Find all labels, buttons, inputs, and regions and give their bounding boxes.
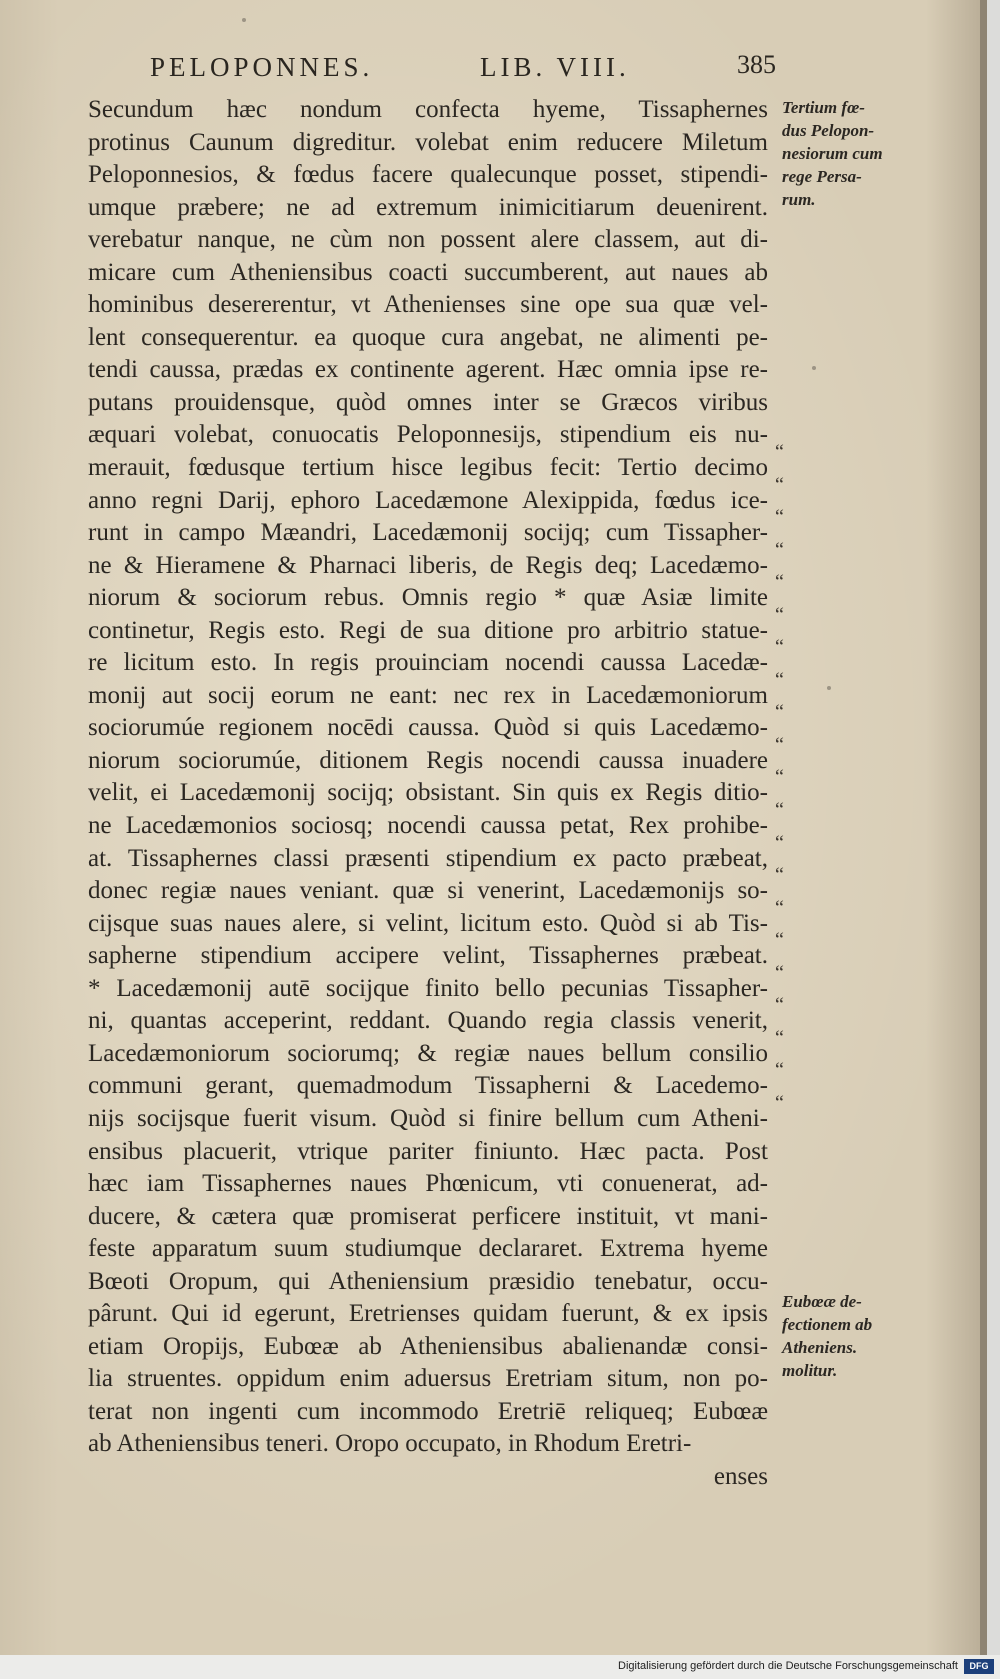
- text-line: micare cum Atheniensibus coacti succumberent, aut naues ab: [88, 258, 768, 286]
- body-text: [88, 94, 768, 1494]
- paper-spot: [242, 18, 246, 22]
- text-line: donec regiæ naues veniant. quæ si venerint, Lacedæmonijs so-: [88, 877, 768, 905]
- marginal-note-treaty: [782, 96, 902, 211]
- dfg-logo: DFG: [964, 1659, 994, 1674]
- text-line: Peloponnesios, & fœdus facere qualecunque posset, stipendi-: [88, 161, 768, 189]
- text-line: lia struentes. oppidum enim aduersus Eretriam situm, non po-: [88, 1365, 768, 1393]
- quote-mark: “: [775, 994, 784, 1017]
- quote-mark: “: [775, 1059, 784, 1082]
- paper-spot: [812, 366, 816, 370]
- text-line: ne & Hieramene & Pharnaci liberis, de Regis deq; Lacedæmo-: [88, 551, 768, 579]
- text-line: cijsque suas naues alere, si velint, licitum esto. Quòd si ab Tis-: [88, 909, 768, 937]
- text-line: hominibus desererentur, vt Athenienses sine ope sua quæ vel-: [88, 291, 768, 319]
- quote-mark: “: [775, 1091, 784, 1114]
- text-line: umque præbere; ne ad extremum inimicitiarum deuenirent.: [88, 193, 768, 221]
- text-line: ne Lacedæmonios sociosq; nocendi caussa petat, Rex prohibe-: [88, 812, 768, 840]
- text-line: Bœoti Oropum, qui Atheniensium præsidio tenebatur, occu-: [88, 1267, 768, 1295]
- text-line: re licitum esto. In regis prouinciam nocendi caussa Lacedæ-: [88, 649, 768, 677]
- text-line: pârunt. Qui id egerunt, Eretrienses quidam fuerunt, & ex ipsis: [88, 1300, 768, 1328]
- text-line: runt in campo Mæandri, Lacedæmonij socijq; cum Tissapher-: [88, 519, 768, 547]
- text-line: sapherne stipendium accipere velint, Tissaphernes præbeat.: [88, 942, 768, 970]
- text-line: merauit, fœdusque tertium hisce legibus fecit: Tertio decimo: [88, 454, 768, 482]
- text-line: enses: [713, 1462, 768, 1490]
- text-line: tendi caussa, prædas ex continente agerent. Hæc omnia ipse re-: [88, 356, 768, 384]
- paper-spot: [827, 686, 831, 690]
- text-line: monij aut socij eorum ne eant: nec rex in Lacedæmoniorum: [88, 681, 768, 709]
- text-line: * Lacedæmonij autē socijque finito bello pecunias Tissapher-: [88, 974, 768, 1002]
- text-line: verebatur nanque, ne cùm non possent alere classem, aut di-: [88, 226, 768, 254]
- quote-mark: “: [775, 896, 784, 919]
- marginal-note-line: fectionem ab: [782, 1315, 873, 1334]
- quote-mark: “: [775, 733, 784, 756]
- quote-mark: “: [775, 441, 784, 463]
- text-line: ab Atheniensibus teneri. Oropo occupato, in Rhodum Eretri-: [88, 1430, 692, 1458]
- text-line: at. Tissaphernes classi præsenti stipendium ex pacto præbeat,: [88, 844, 768, 872]
- text-line: continetur, Regis esto. Regi de sua ditione pro arbitrio statue-: [88, 616, 768, 644]
- funding-credit: Digitalisierung gefördert durch die Deutsche Forschungsgemeinschaft: [618, 1660, 958, 1672]
- text-line: communi gerant, quemadmodum Tissapherni & Lacedemo-: [88, 1072, 768, 1100]
- quote-mark: “: [775, 538, 784, 561]
- text-line: anno regni Darij, ephoro Lacedæmone Alexippida, fœdus ice-: [88, 486, 768, 514]
- page-edge: [980, 0, 987, 1655]
- quotation-marks-column: [775, 436, 805, 1119]
- marginal-note-line: Tertium fœ-: [782, 98, 865, 117]
- quote-mark: “: [775, 603, 784, 626]
- text-line: feste apparatum suum studiumque declararet. Extrema hyeme: [88, 1235, 768, 1263]
- text-line: Lacedæmoniorum sociorumq; & regiæ naues bellum consilio: [88, 1039, 768, 1067]
- running-head-book: LIB. VIII.: [480, 52, 630, 82]
- quote-mark: “: [775, 506, 784, 529]
- quote-mark: “: [775, 929, 784, 952]
- text-line: etiam Oropijs, Eubœæ ab Atheniensibus abalienandæ consi-: [88, 1332, 768, 1360]
- text-line: hæc iam Tissaphernes naues Phœnicum, vti conuenerat, ad-: [88, 1170, 768, 1198]
- text-line: æquari volebat, conuocatis Peloponnesijs, stipendium eis nu-: [88, 421, 768, 449]
- quote-mark: “: [775, 831, 784, 854]
- quote-mark: “: [775, 1026, 784, 1049]
- text-line: ducere, & cætera quæ promiserat perficere instituit, vt mani-: [88, 1202, 768, 1230]
- quote-mark: “: [775, 571, 784, 594]
- marginal-note-line: Eubœæ de-: [782, 1292, 862, 1311]
- text-line: terat non ingenti cum incommodo Eretriē reliqueq; Eubœæ: [88, 1397, 768, 1425]
- text-line: lent consequerentur. ea quoque cura angebat, ne alimenti pe-: [88, 323, 768, 351]
- text-line: niorum sociorumúe, ditionem Regis nocendi caussa inuadere: [88, 746, 768, 774]
- marginal-note-line: dus Pelopon-: [782, 121, 875, 140]
- quote-mark: “: [775, 961, 784, 984]
- marginal-note-line: rege Persa-: [782, 167, 862, 186]
- text-line: velit, ei Lacedæmonij socijq; obsistant. Sin quis ex Regis ditio-: [88, 779, 768, 807]
- quote-mark: “: [775, 766, 784, 789]
- running-head-title: PELOPONNES.: [150, 52, 374, 82]
- text-line: nijs socijsque fuerit visum. Quòd si finire bellum cum Atheni-: [88, 1104, 768, 1132]
- marginal-note-line: nesiorum cum: [782, 144, 883, 163]
- marginal-note-euboea: [782, 1290, 902, 1382]
- digitization-footer: [0, 1655, 1000, 1679]
- marginal-note-line: Atheniens.: [782, 1338, 858, 1357]
- text-line: protinus Caunum digreditur. volebat enim reducere Miletum: [88, 128, 768, 156]
- text-line: ni, quantas acceperint, reddant. Quando regia classis venerit,: [88, 1007, 768, 1035]
- text-line: putans prouidensque, quòd omnes inter se Græcos viribus: [88, 388, 768, 416]
- text-line: niorum & sociorum rebus. Omnis regio * quæ Asiæ limite: [88, 584, 768, 612]
- text-line: sociorumúe regionem nocēdi caussa. Quòd si quis Lacedæmo-: [88, 714, 768, 742]
- quote-mark: “: [775, 864, 784, 887]
- quote-mark: “: [775, 799, 784, 822]
- quote-mark: “: [775, 668, 784, 691]
- text-line: ensibus placuerit, vtrique pariter finiunto. Hæc pacta. Post: [88, 1137, 768, 1165]
- marginal-note-line: molitur.: [782, 1361, 838, 1380]
- quote-mark: “: [775, 701, 784, 724]
- quote-mark: “: [775, 473, 784, 496]
- page-number: 385: [737, 50, 776, 79]
- text-line: Secundum hæc nondum confecta hyeme, Tissaphernes: [88, 96, 768, 123]
- marginal-note-line: rum.: [782, 190, 816, 209]
- quote-mark: “: [775, 636, 784, 659]
